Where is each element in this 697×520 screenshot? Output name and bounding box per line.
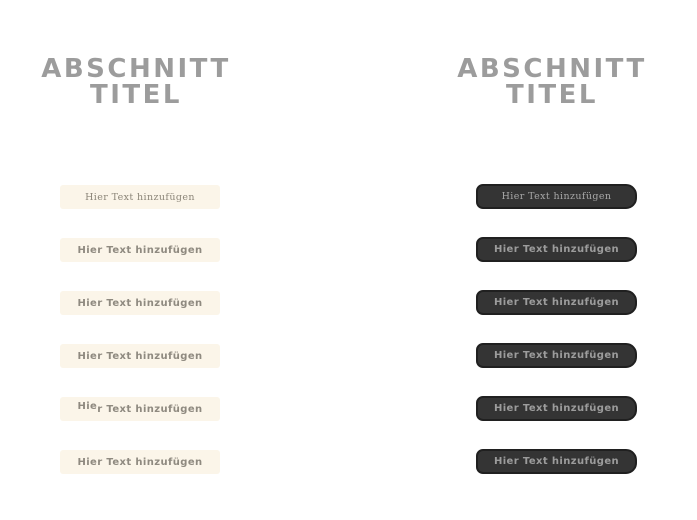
placeholder-label: Hier Text hinzufügen (493, 456, 620, 467)
right-section-title (441, 56, 663, 108)
placeholder-label-raised-part: Hie (77, 401, 98, 412)
add-text-placeholder[interactable] (476, 396, 637, 421)
add-text-placeholder[interactable] (60, 397, 220, 421)
left-section-title-line1: ABSCHNITT (41, 54, 231, 84)
add-text-placeholder[interactable] (60, 291, 220, 315)
placeholder-label: Hier Text hinzufügen (493, 297, 620, 308)
add-text-placeholder[interactable] (476, 449, 637, 474)
placeholder-label: Hier Text hinzufügen (77, 244, 203, 256)
placeholder-label: Hier Text hinzufügen (77, 350, 203, 362)
add-text-placeholder[interactable] (476, 184, 637, 209)
add-text-placeholder[interactable] (60, 185, 220, 209)
placeholder-label (77, 401, 203, 415)
add-text-placeholder[interactable] (60, 450, 220, 474)
left-section-title (25, 56, 247, 108)
placeholder-label: Hier Text hinzufügen (493, 403, 620, 414)
placeholder-label: Hier Text hinzufügen (77, 456, 203, 468)
add-text-placeholder[interactable] (60, 344, 220, 368)
right-bar-list (476, 184, 637, 474)
right-section-title-line2: TITEL (506, 80, 598, 110)
left-section-title-line2: TITEL (90, 80, 182, 110)
add-text-placeholder[interactable] (476, 237, 637, 262)
placeholder-label: Hier Text hinzufügen (85, 191, 195, 203)
right-section-title-line1: ABSCHNITT (457, 54, 647, 84)
left-bar-list (60, 185, 220, 474)
placeholder-label: Hier Text hinzufügen (77, 297, 203, 309)
add-text-placeholder[interactable] (476, 290, 637, 315)
placeholder-label: Hier Text hinzufügen (493, 350, 620, 361)
add-text-placeholder[interactable] (476, 343, 637, 368)
add-text-placeholder[interactable] (60, 238, 220, 262)
placeholder-label: Hier Text hinzufügen (493, 244, 620, 255)
placeholder-label: Hier Text hinzufügen (501, 191, 612, 202)
placeholder-label-rest-part: r Text hinzufügen (97, 403, 203, 415)
